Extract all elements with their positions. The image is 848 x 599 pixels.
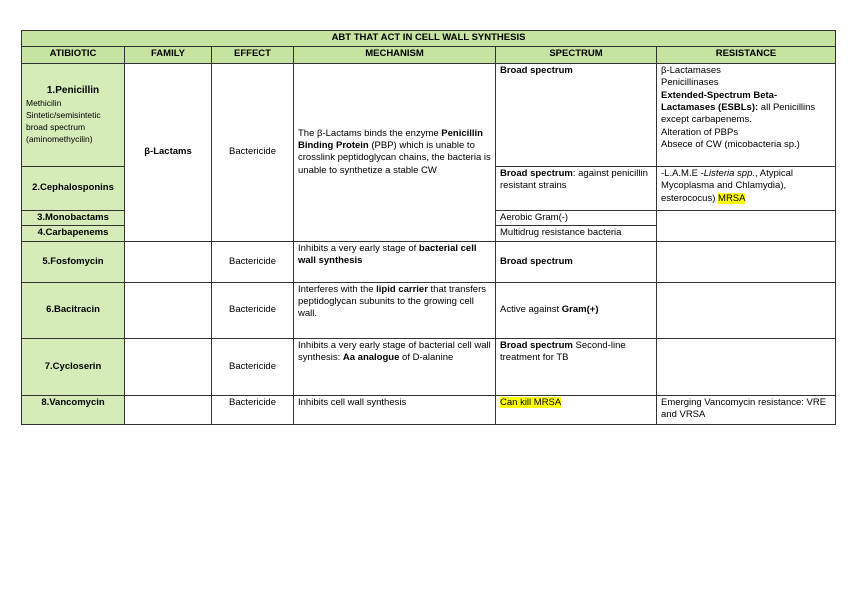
antibiotic-subtype: (aminomethycilin) — [26, 133, 93, 144]
antibiotic-subtype: broad spectrum — [26, 122, 86, 132]
header-family: FAMILY — [125, 47, 212, 64]
antibiotic-subtype: Methicilin — [26, 98, 62, 109]
mechanism-cell: Inhibits cell wall synthesis — [294, 395, 496, 424]
header-row — [22, 47, 836, 64]
spectrum-cell: Broad spectrum: against penicillin resistant strains — [496, 167, 657, 211]
family-cell: β-Lactams — [125, 64, 212, 242]
antibiotic-penicillin — [22, 64, 125, 167]
spectrum-cell: Broad spectrum — [496, 64, 657, 167]
header-mechanism: MECHANISM — [294, 47, 496, 64]
effect-cell: Bactericide — [212, 64, 294, 242]
mechanism-cell: Interferes with the lipid carrier that transfers peptidoglycan subunits to the growing cell wall. — [294, 282, 496, 338]
spectrum-cell: Broad spectrum Second-line treatment for TB — [496, 338, 657, 395]
family-cell — [125, 241, 212, 282]
spectrum-cell: Active against Gram(+) — [496, 282, 657, 338]
mechanism-cell: The β-Lactams binds the enzyme Penicillin Binding Protein (PBP) which is unable to crosslink peptidoglycan chains, the bacteria is unable to synthetize a stable CW — [294, 64, 496, 242]
antibiotic-carbapenems: 4.Carbapenems — [22, 226, 125, 241]
header-effect: EFFECT — [212, 47, 294, 64]
resistance-cell: Emerging Vancomycin resistance: VRE and VRSA — [657, 395, 836, 424]
spectrum-cell: Broad spectrum — [496, 241, 657, 282]
cell-wall-antibiotics-table — [21, 30, 836, 425]
antibiotic-cycloserin: 7.Cycloserin — [22, 338, 125, 395]
resistance-cell — [657, 282, 836, 338]
antibiotic-cephalosporins: 2.Cephalosponins — [22, 167, 125, 211]
header-antibiotic: ATIBIOTIC — [22, 47, 125, 64]
antibiotic-name: 1.Penicillin — [46, 85, 100, 97]
effect-cell: Bactericide — [212, 338, 294, 395]
spectrum-cell: Can kill MRSA — [496, 395, 657, 424]
resistance-cell: β-Lactamases Penicillinases Extended-Spectrum Beta-Lactamases (ESBLs): all Penicillins except carbapenems. Alteration of PBPs Absece of CW (micobacteria sp.) — [657, 64, 836, 167]
antibiotic-vancomycin: 8.Vancomycin — [22, 395, 125, 424]
family-cell — [125, 395, 212, 424]
spectrum-cell: Aerobic Gram(-) — [496, 211, 657, 226]
header-spectrum: SPECTRUM — [496, 47, 657, 64]
family-cell — [125, 338, 212, 395]
table-title: ABT THAT ACT IN CELL WALL SYNTHESIS — [22, 31, 836, 47]
family-cell — [125, 282, 212, 338]
spectrum-cell: Multidrug resistance bacteria — [496, 226, 657, 241]
table-row-bacitracin — [22, 282, 836, 338]
resistance-cell — [657, 241, 836, 282]
resistance-cell — [657, 338, 836, 395]
resistance-cell: -L.A.M.E -Listeria spp., Atypical Mycoplasma and Chlamydia), esterococus) MRSA — [657, 167, 836, 211]
table-row-penicillin — [22, 64, 836, 167]
antibiotic-monobactams: 3.Monobactams — [22, 211, 125, 226]
title-row — [22, 31, 836, 47]
table-row-fosfomycin — [22, 241, 836, 282]
mechanism-cell: Inhibits a very early stage of bacterial cell wall synthesis: Aa analogue of D-alanine — [294, 338, 496, 395]
effect-cell: Bactericide — [212, 241, 294, 282]
effect-cell: Bactericide — [212, 282, 294, 338]
antibiotic-subtype: Sintetic/semisintetic — [26, 110, 101, 121]
table-row-cycloserin — [22, 338, 836, 395]
effect-cell: Bactericide — [212, 395, 294, 424]
table-row-vancomycin — [22, 395, 836, 424]
antibiotic-fosfomycin: 5.Fosfomycin — [22, 241, 125, 282]
resistance-cell — [657, 211, 836, 242]
antibiotic-bacitracin: 6.Bacitracin — [22, 282, 125, 338]
mechanism-cell: Inhibits a very early stage of bacterial cell wall synthesis — [294, 241, 496, 282]
header-resistance: RESISTANCE — [657, 47, 836, 64]
